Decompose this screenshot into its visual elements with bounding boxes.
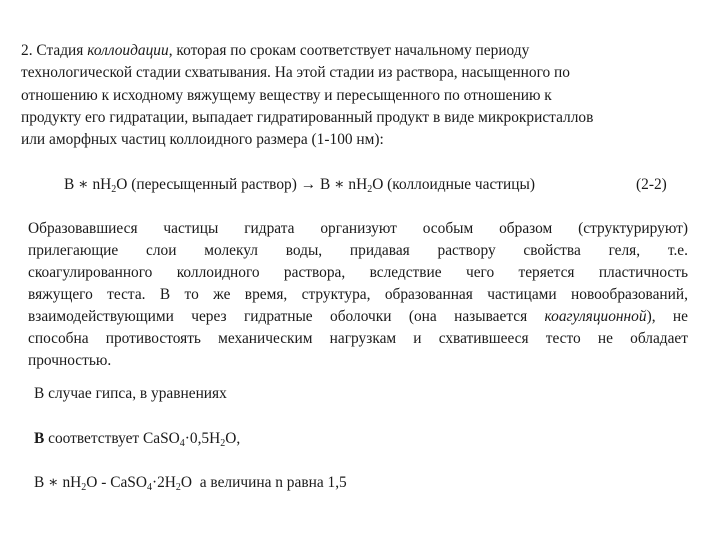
para1-line2: технологической стадии схватывания. На этой стадии из раствора, насыщенного по (21, 64, 570, 81)
italic-term: коагуляционной (544, 308, 647, 325)
italic-term: коллоидации (87, 42, 169, 59)
text: ·2H (151, 474, 176, 491)
eq-star: ∗ (78, 176, 89, 193)
eq-symbol-b: B (319, 176, 331, 193)
subscript: 2 (81, 482, 87, 493)
equation-number: (2-2) (636, 176, 667, 193)
para2-line7: прочностью. (28, 352, 112, 369)
text: ·0,5H (184, 430, 221, 447)
gypsum-line2 (34, 472, 347, 494)
arrow-icon: → (300, 176, 317, 193)
text: а величина n равна 1,5 (199, 474, 347, 491)
eq-subscript: 2 (367, 184, 373, 195)
eq-star: ∗ (334, 176, 345, 193)
subscript: 4 (179, 438, 185, 449)
text: O - CaSO (86, 474, 147, 491)
subscript: 2 (175, 482, 181, 493)
equation (64, 174, 535, 196)
eq-text: nH (348, 176, 368, 193)
subscript: 4 (146, 482, 152, 493)
text: , которая по срокам соответствует начальному периоду (168, 42, 530, 59)
text: взаимодействующими через гидратные оболочки (она называется (28, 308, 545, 325)
text: соответствует CaSO (44, 430, 180, 447)
para1-line5: или аморфных частиц коллоидного размера (1-100 нм): (21, 131, 384, 148)
eq-text: O (пересыщенный раствор) (116, 176, 297, 193)
para2-line1: Образовавшиеся частицы гидрата организуют особым образом (структурируют) (28, 220, 688, 237)
para2-line4: вяжущего теста. В то же время, структура, образованная частицами новообразований, (28, 286, 688, 303)
para1-line3: отношению к исходному вяжущему веществу и пересыщенного по отношению к (21, 87, 552, 104)
para2-line5 (28, 306, 688, 328)
para2-line6: способна противостоять механическим нагрузкам и схватившееся тесто не обладает (28, 330, 688, 347)
subscript: 2 (220, 438, 226, 449)
text: 2. Стадия (21, 42, 88, 59)
symbol-b: B (34, 474, 45, 491)
eq-subscript: 2 (111, 184, 117, 195)
para1-line1 (21, 40, 529, 62)
text: O (180, 474, 193, 491)
bold-symbol-b: B (34, 430, 45, 447)
text: O, (225, 430, 241, 447)
gypsum-intro: В случае гипса, в уравнениях (34, 385, 227, 402)
eq-text: nH (92, 176, 112, 193)
text: nH (62, 474, 82, 491)
para2-line2: прилегающие слои молекул воды, придавая раствору свойства геля, т.е. (28, 242, 688, 259)
para2-line3: скоагулированного коллоидного раствора, вследствие чего теряется пластичность (28, 264, 688, 281)
star: ∗ (48, 474, 59, 491)
gypsum-line1 (34, 428, 240, 450)
eq-symbol-b: B (64, 176, 75, 193)
eq-text: O (коллоидные частицы) (372, 176, 535, 193)
para1-line4: продукту его гидратации, выпадает гидратированный продукт в виде микрокристаллов (21, 109, 594, 126)
text: ), не (646, 308, 688, 325)
